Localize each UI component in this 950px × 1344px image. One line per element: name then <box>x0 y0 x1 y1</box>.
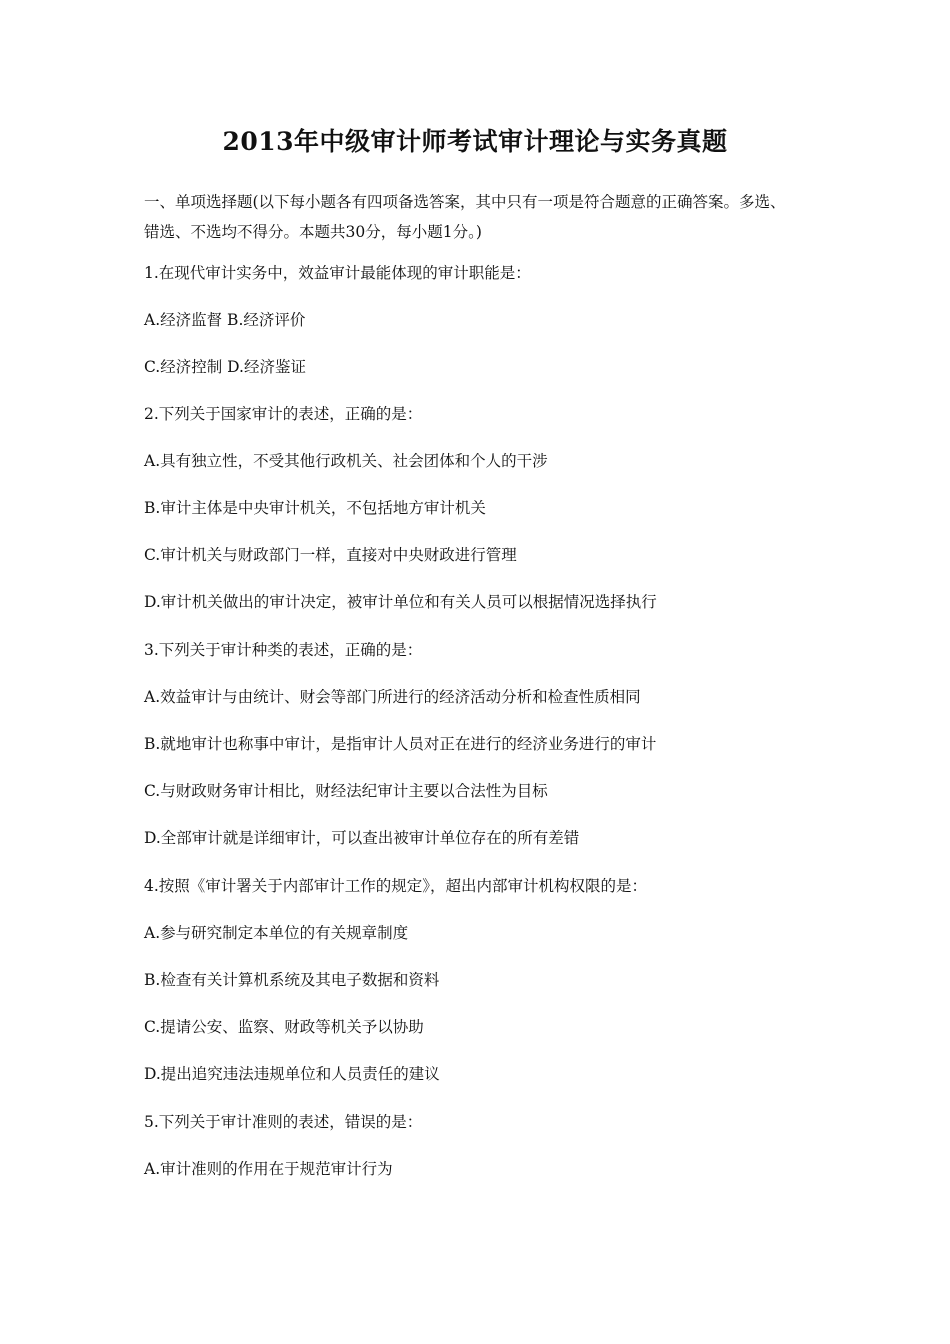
question-1-options-cd: C.经济控制 D.经济鉴证 <box>144 358 306 376</box>
question-4: 4.按照《审计署关于内部审计工作的规定》，超出内部审计机构权限的是： <box>144 877 648 895</box>
question-3-option-b: B.就地审计也称事中审计，是指审计人员对正在进行的经济业务进行的审计 <box>144 735 657 753</box>
intro-line-1: 一、单项选择题(以下每小题各有四项备选答案，其中只有一项是符合题意的正确答案。多选、 <box>144 193 786 211</box>
intro-line-2: 错选、不选均不得分。本题共30分，每小题1分。) <box>144 223 482 241</box>
question-5-option-a: A.审计准则的作用在于规范审计行为 <box>144 1160 393 1178</box>
section-intro <box>144 187 834 247</box>
question-1: 1.在现代审计实务中，效益审计最能体现的审计职能是： <box>144 264 531 282</box>
question-1-options-ab: A.经济监督 B.经济评价 <box>144 311 306 329</box>
question-3-option-d: D.全部审计就是详细审计，可以查出被审计单位存在的所有差错 <box>144 829 580 847</box>
document-title: 2013年中级审计师考试审计理论与实务真题 <box>222 127 728 156</box>
question-2-option-a: A.具有独立性，不受其他行政机关、社会团体和个人的干涉 <box>144 452 548 470</box>
question-4-option-d: D.提出追究违法违规单位和人员责任的建议 <box>144 1065 440 1083</box>
question-2-option-b: B.审计主体是中央审计机关，不包括地方审计机关 <box>144 499 486 517</box>
question-4-option-c: C.提请公安、监察、财政等机关予以协助 <box>144 1018 424 1036</box>
question-3-option-a: A.效益审计与由统计、财会等部门所进行的经济活动分析和检查性质相同 <box>144 688 641 706</box>
question-3-option-c: C.与财政财务审计相比，财经法纪审计主要以合法性为目标 <box>144 782 548 800</box>
question-2-option-c: C.审计机关与财政部门一样，直接对中央财政进行管理 <box>144 546 517 564</box>
question-4-option-a: A.参与研究制定本单位的有关规章制度 <box>144 924 409 942</box>
question-5: 5.下列关于审计准则的表述，错误的是： <box>144 1113 423 1131</box>
question-4-option-b: B.检查有关计算机系统及其电子数据和资料 <box>144 971 440 989</box>
question-2-option-d: D.审计机关做出的审计决定，被审计单位和有关人员可以根据情况选择执行 <box>144 593 657 611</box>
question-2: 2.下列关于国家审计的表述，正确的是： <box>144 405 423 423</box>
question-3: 3.下列关于审计种类的表述，正确的是： <box>144 641 423 659</box>
